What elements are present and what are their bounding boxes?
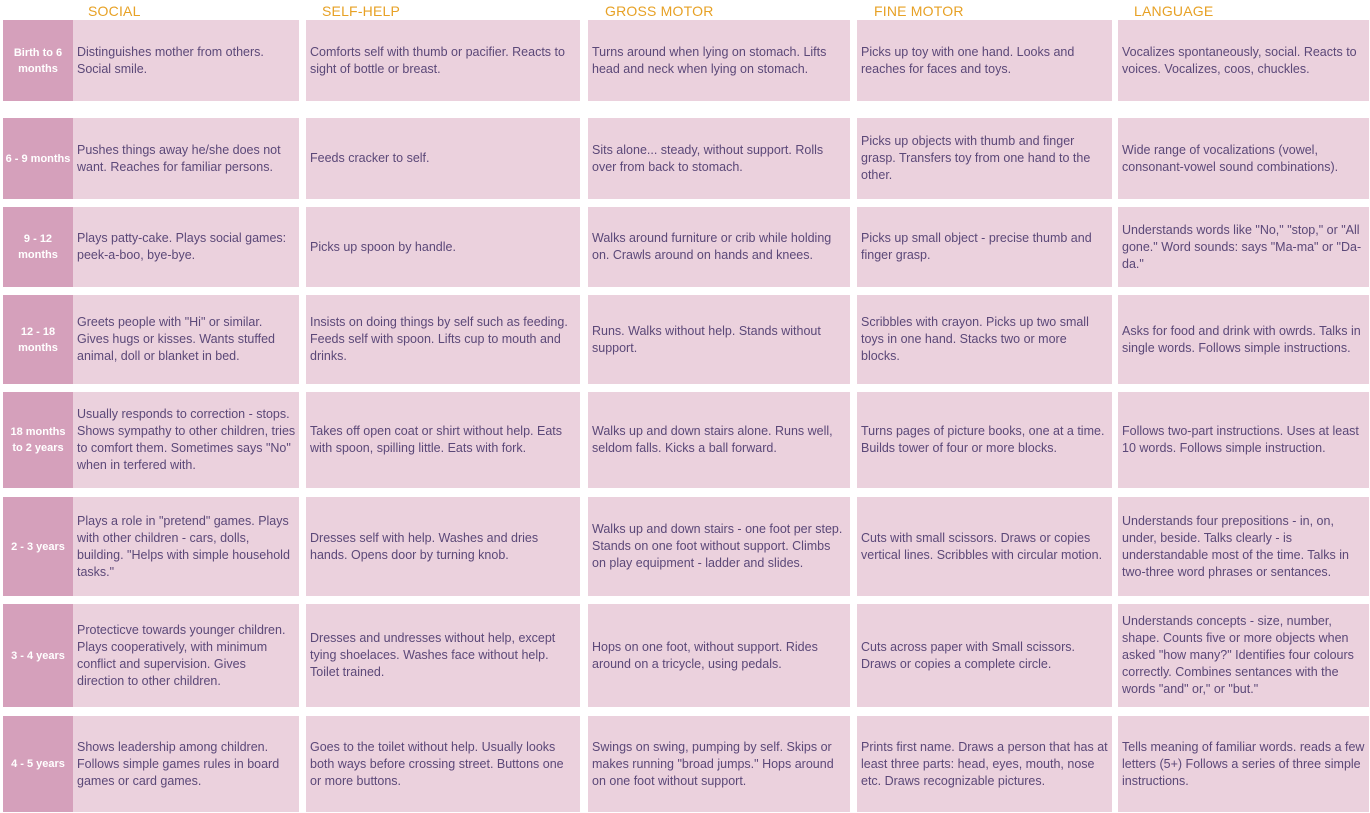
age-label: 9 - 12 months bbox=[3, 207, 73, 287]
gross-motor-cell: Walks up and down stairs alone. Runs well, seldom falls. Kicks a ball forward. bbox=[588, 392, 850, 488]
table-row bbox=[3, 392, 1369, 488]
table-row bbox=[3, 118, 1369, 199]
column-header-gross-motor: GROSS MOTOR bbox=[605, 3, 714, 19]
social-cell: Distinguishes mother from others. Social smile. bbox=[73, 20, 299, 101]
fine-motor-cell: Scribbles with crayon. Picks up two small toys in one hand. Stacks two or more blocks. bbox=[857, 295, 1112, 384]
age-label: Birth to 6 months bbox=[3, 20, 73, 101]
self-help-cell: Takes off open coat or shirt without help. Eats with spoon, spilling little. Eats with fork. bbox=[306, 392, 580, 488]
age-label: 6 - 9 months bbox=[3, 118, 73, 199]
table-row bbox=[3, 716, 1369, 812]
language-cell: Wide range of vocalizations (vowel, consonant-vowel sound combinations). bbox=[1118, 118, 1369, 199]
gross-motor-cell: Runs. Walks without help. Stands without support. bbox=[588, 295, 850, 384]
table-row bbox=[3, 20, 1369, 101]
social-cell: Usually responds to correction - stops. Shows sympathy to other children, tries to comfort them. Sometimes says "No" when in terfered with. bbox=[73, 392, 299, 488]
social-cell: Plays patty-cake. Plays social games: peek-a-boo, bye-bye. bbox=[73, 207, 299, 287]
self-help-cell: Feeds cracker to self. bbox=[306, 118, 580, 199]
gross-motor-cell: Swings on swing, pumping by self. Skips or makes running "broad jumps." Hops around on one foot without support. bbox=[588, 716, 850, 812]
fine-motor-cell: Picks up small object - precise thumb and finger grasp. bbox=[857, 207, 1112, 287]
self-help-cell: Insists on doing things by self such as feeding. Feeds self with spoon. Lifts cup to mouth and drinks. bbox=[306, 295, 580, 384]
age-label: 2 - 3 years bbox=[3, 497, 73, 596]
language-cell: Follows two-part instructions. Uses at least 10 words. Follows simple instruction. bbox=[1118, 392, 1369, 488]
table-row bbox=[3, 497, 1369, 596]
gross-motor-cell: Walks around furniture or crib while holding on. Crawls around on hands and knees. bbox=[588, 207, 850, 287]
social-cell: Protecticve towards younger children. Plays cooperatively, with minimum conflict and supervision. Gives direction to other children. bbox=[73, 604, 299, 707]
column-header-language: LANGUAGE bbox=[1134, 3, 1214, 19]
age-label: 12 - 18 months bbox=[3, 295, 73, 384]
language-cell: Understands four prepositions - in, on, under, beside. Talks clearly - is understandable most of the time. Talks in two-three word phrases or sentances. bbox=[1118, 497, 1369, 596]
fine-motor-cell: Prints first name. Draws a person that has at least three parts: head, eyes, mouth, nose etc. Draws recognizable pictures. bbox=[857, 716, 1112, 812]
self-help-cell: Dresses and undresses without help, except tying shoelaces. Washes face without help. Toilet trained. bbox=[306, 604, 580, 707]
social-cell: Plays a role in "pretend" games. Plays with other children - cars, dolls, building. "Helps with simple household tasks." bbox=[73, 497, 299, 596]
table-row bbox=[3, 604, 1369, 707]
social-cell: Greets people with "Hi" or similar. Gives hugs or kisses. Wants stuffed animal, doll or blanket in bed. bbox=[73, 295, 299, 384]
social-cell: Shows leadership among children. Follows simple games rules in board games or card games. bbox=[73, 716, 299, 812]
table-row bbox=[3, 295, 1369, 384]
language-cell: Understands words like "No," "stop," or "All gone." Word sounds: says "Ma-ma" or "Da-da." bbox=[1118, 207, 1369, 287]
self-help-cell: Picks up spoon by handle. bbox=[306, 207, 580, 287]
table-row bbox=[3, 207, 1369, 287]
fine-motor-cell: Turns pages of picture books, one at a time. Builds tower of four or more blocks. bbox=[857, 392, 1112, 488]
self-help-cell: Comforts self with thumb or pacifier. Reacts to sight of bottle or breast. bbox=[306, 20, 580, 101]
gross-motor-cell: Turns around when lying on stomach. Lifts head and neck when lying on stomach. bbox=[588, 20, 850, 101]
language-cell: Asks for food and drink with owrds. Talks in single words. Follows simple instructions. bbox=[1118, 295, 1369, 384]
fine-motor-cell: Cuts across paper with Small scissors. Draws or copies a complete circle. bbox=[857, 604, 1112, 707]
column-header-self-help: SELF-HELP bbox=[322, 3, 401, 19]
age-label: 3 - 4 years bbox=[3, 604, 73, 707]
language-cell: Vocalizes spontaneously, social. Reacts to voices. Vocalizes, coos, chuckles. bbox=[1118, 20, 1369, 101]
fine-motor-cell: Cuts with small scissors. Draws or copies vertical lines. Scribbles with circular motion. bbox=[857, 497, 1112, 596]
self-help-cell: Goes to the toilet without help. Usually looks both ways before crossing street. Buttons one or more buttons. bbox=[306, 716, 580, 812]
self-help-cell: Dresses self with help. Washes and dries hands. Opens door by turning knob. bbox=[306, 497, 580, 596]
social-cell: Pushes things away he/she does not want. Reaches for familiar persons. bbox=[73, 118, 299, 199]
column-header-fine-motor: FINE MOTOR bbox=[874, 3, 964, 19]
language-cell: Understands concepts - size, number, shape. Counts five or more objects when asked "how many?" Identifies four colours correctly. Combines sentances with the words "and" or," or "but." bbox=[1118, 604, 1369, 707]
gross-motor-cell: Hops on one foot, without support. Rides around on a tricycle, using pedals. bbox=[588, 604, 850, 707]
language-cell: Tells meaning of familiar words. reads a few letters (5+) Follows a series of three simple instructions. bbox=[1118, 716, 1369, 812]
fine-motor-cell: Picks up objects with thumb and finger grasp. Transfers toy from one hand to the other. bbox=[857, 118, 1112, 199]
fine-motor-cell: Picks up toy with one hand. Looks and reaches for faces and toys. bbox=[857, 20, 1112, 101]
column-header-social: SOCIAL bbox=[88, 3, 141, 19]
age-label: 4 - 5 years bbox=[3, 716, 73, 812]
age-label: 18 months to 2 years bbox=[3, 392, 73, 488]
gross-motor-cell: Sits alone... steady, without support. Rolls over from back to stomach. bbox=[588, 118, 850, 199]
gross-motor-cell: Walks up and down stairs - one foot per step. Stands on one foot without support. Climbs on play equipment - ladder and slides. bbox=[588, 497, 850, 596]
